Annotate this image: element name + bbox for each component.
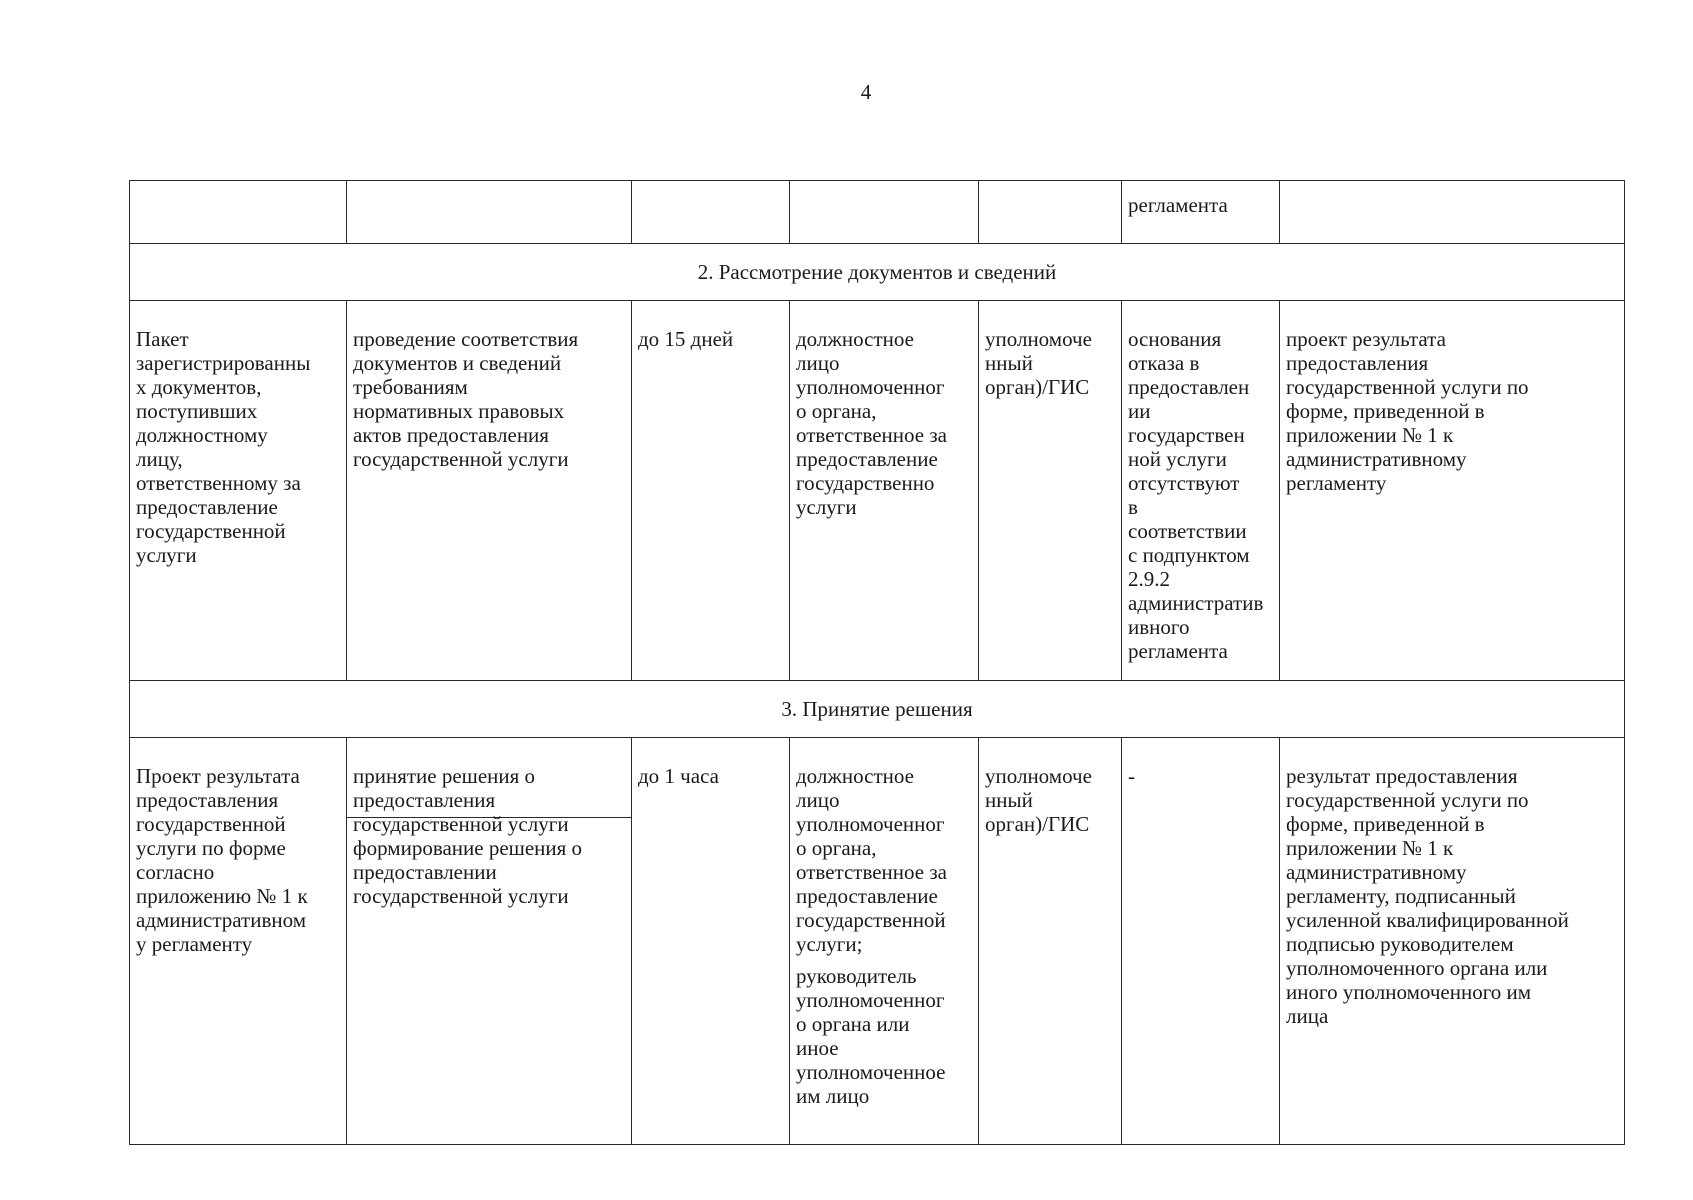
text-line: ной услуги	[1128, 447, 1227, 471]
cell-result	[1280, 301, 1625, 681]
text-line: лицо	[796, 351, 840, 375]
text-line: принятие решения о	[353, 764, 536, 788]
text-line: регламента	[1128, 639, 1228, 663]
cell-duration	[632, 738, 790, 1145]
cell-empty	[790, 181, 979, 244]
procedure-table	[129, 180, 1625, 1145]
text-line: формирование решения о	[353, 836, 583, 860]
text-line: предоставления	[1286, 351, 1429, 375]
text-line: подписью руководителем	[1286, 932, 1514, 956]
text-line: результат предоставления	[1286, 764, 1518, 788]
text-line: ответственное за	[796, 423, 947, 447]
text-line: актов предоставления	[353, 423, 549, 447]
text-line: государствен	[1128, 423, 1245, 447]
cell-empty	[130, 181, 347, 244]
text-line: орган)/ГИС	[985, 812, 1090, 836]
text-line: приложению № 1 к	[136, 884, 308, 908]
text-line: нный	[985, 788, 1033, 812]
text-line: должностное	[796, 327, 914, 351]
text-line: регламенту, подписанный	[1286, 884, 1516, 908]
text-line: требованиям	[353, 375, 468, 399]
text-line: основания	[1128, 327, 1222, 351]
text-line: государственной услуги	[353, 447, 569, 471]
text-line: форме, приведенной в	[1286, 399, 1485, 423]
text-line: ии	[1128, 399, 1151, 423]
text-line: государственно	[796, 471, 935, 495]
text-line: -	[1128, 764, 1135, 788]
text-line: приложении № 1 к	[1286, 836, 1454, 860]
text-line: предоставления	[353, 788, 496, 812]
text-line: орган)/ГИС	[985, 375, 1090, 399]
text-line: усиленной квалифицированной	[1286, 908, 1569, 932]
text-line: 2.9.2	[1128, 567, 1170, 591]
text-line: административном	[136, 908, 306, 932]
text-line: административному	[1286, 447, 1467, 471]
cell-system	[979, 738, 1122, 1145]
text-line: ответственное за	[796, 860, 947, 884]
cell-action-decision	[347, 738, 631, 836]
cell-system	[979, 301, 1122, 681]
text-line: предоставлении	[353, 860, 497, 884]
page-number: 4	[860, 80, 872, 104]
cell-action	[347, 301, 632, 681]
text-line: должностное	[796, 764, 914, 788]
table-row-continued	[130, 181, 1625, 244]
text-line: иного уполномоченного им	[1286, 980, 1532, 1004]
text-line: уполномоче	[985, 327, 1092, 351]
cell-duration	[632, 301, 790, 681]
text-line: государственной услуги по	[1286, 788, 1529, 812]
text-line: предоставление	[136, 495, 278, 519]
text-line: нормативных правовых	[353, 399, 565, 423]
text-line: отказа в	[1128, 351, 1200, 375]
text-line: до 1 часа	[638, 764, 719, 788]
text-line: у регламенту	[136, 932, 253, 956]
cell-basis	[130, 738, 347, 1145]
text-line: до 15 дней	[638, 327, 734, 351]
text-line: ивного	[1128, 615, 1190, 639]
text-line: форме, приведенной в	[1286, 812, 1485, 836]
text-line: уполномоченное	[796, 1060, 946, 1084]
text-line: в	[1128, 495, 1138, 519]
text-line: административному	[1286, 860, 1467, 884]
text-line: проект результата	[1286, 327, 1446, 351]
section-header-row	[130, 244, 1625, 301]
responsible-official	[796, 764, 972, 956]
text-line: лицо	[796, 788, 840, 812]
text-line: иное	[796, 1036, 839, 1060]
cell-responsible	[790, 738, 979, 1145]
text-line: государственной услуги по	[1286, 375, 1529, 399]
cell-criteria	[1122, 738, 1280, 1145]
text-line: приложении № 1 к	[1286, 423, 1454, 447]
text-line: согласно	[136, 860, 215, 884]
text-line: уполномоченног	[796, 812, 945, 836]
text-line: Проект результата	[136, 764, 300, 788]
text-line: государственной	[796, 908, 946, 932]
cell-result	[1280, 738, 1625, 1145]
text-line: документов и сведений	[353, 351, 562, 375]
text-line: услуги	[796, 495, 857, 519]
text-line: о органа,	[796, 399, 877, 423]
text-line: лица	[1286, 1004, 1329, 1028]
cell-empty	[1280, 181, 1625, 244]
table-row	[130, 301, 1625, 681]
text-line: нный	[985, 351, 1033, 375]
text-line: предоставления	[136, 788, 279, 812]
text-line: уполномоченног	[796, 988, 945, 1012]
text-line: уполномоченног	[796, 375, 945, 399]
text-line: отсутствуют	[1128, 471, 1240, 495]
section-header-row	[130, 681, 1625, 738]
text-line: услуги;	[796, 932, 863, 956]
text-line: предоставлен	[1128, 375, 1250, 399]
responsible-head	[796, 964, 972, 1108]
section-title: 3. Принятие решения	[130, 681, 1625, 738]
text-line: о органа или	[796, 1012, 910, 1036]
text-line: государственной	[136, 519, 286, 543]
cell-basis	[130, 301, 347, 681]
text-line: должностному	[136, 423, 268, 447]
cell-grounds: регламента	[1122, 181, 1280, 244]
text-line: предоставление	[796, 447, 938, 471]
text-line: им лицо	[796, 1084, 870, 1108]
text-line: Пакет	[136, 327, 189, 351]
text-line: о органа,	[796, 836, 877, 860]
text-line: услуги	[136, 543, 197, 567]
text-line: регламенту	[1286, 471, 1387, 495]
cell-empty	[979, 181, 1122, 244]
cell-empty	[632, 181, 790, 244]
text-line: соответствии	[1128, 519, 1247, 543]
text-line: административ	[1128, 591, 1264, 615]
text-line: государственной	[136, 812, 286, 836]
cell-criteria	[1122, 301, 1280, 681]
text-line: проведение соответствия	[353, 327, 579, 351]
cell-responsible	[790, 301, 979, 681]
text-line: с подпунктом	[1128, 543, 1250, 567]
text-line: ответственному за	[136, 471, 301, 495]
cell-action-split	[347, 738, 632, 1145]
text-line: руководитель	[796, 964, 917, 988]
text-line: государственной услуги	[353, 884, 569, 908]
text-line: государственной услуги	[353, 812, 569, 836]
cell-empty	[347, 181, 632, 244]
text-line: уполномоченного органа или	[1286, 956, 1548, 980]
text-line: лицу,	[136, 447, 183, 471]
text-line: уполномоче	[985, 764, 1092, 788]
text-line: х документов,	[136, 375, 262, 399]
text-line: услуги по форме	[136, 836, 286, 860]
text-line: поступивших	[136, 399, 258, 423]
text-line: зарегистрированны	[136, 351, 311, 375]
text-line: предоставление	[796, 884, 938, 908]
section-title: 2. Рассмотрение документов и сведений	[130, 244, 1625, 301]
table-row	[130, 738, 1625, 1145]
